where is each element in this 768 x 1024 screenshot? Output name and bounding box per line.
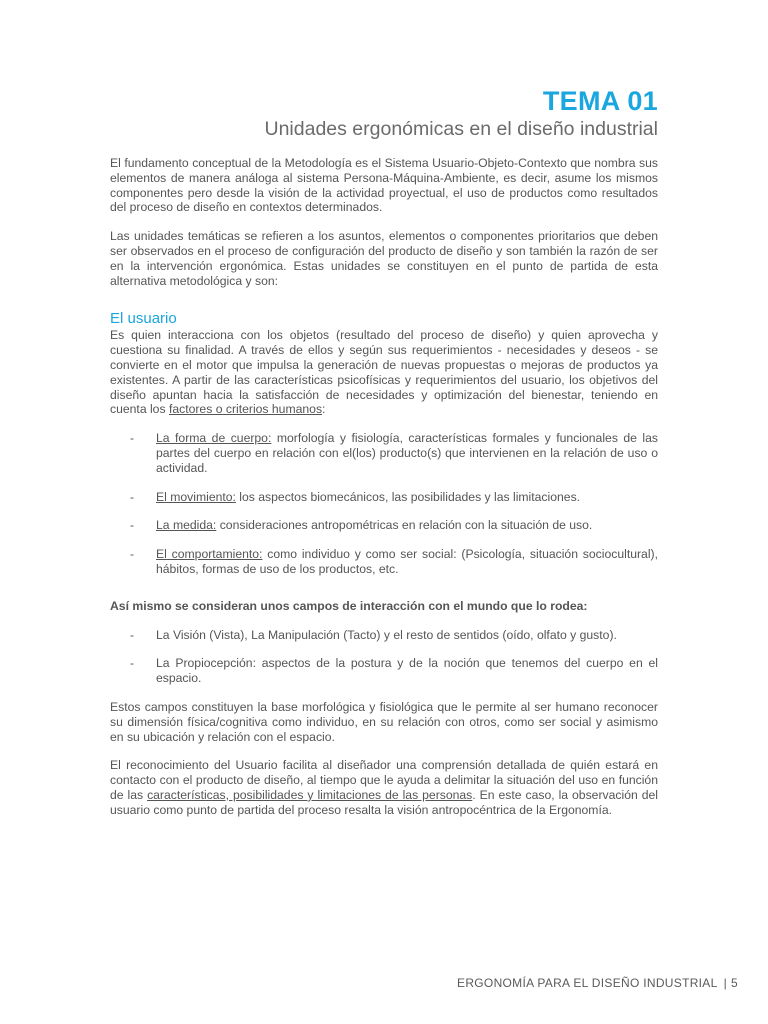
page-subtitle: Unidades ergonómicas en el diseño industrial [264,118,658,140]
usuario-paragraph-1: Es quien interacciona con los objetos (resultado del proceso de diseño) y quien aprovecha y cuestiona su finalidad. A través de ellos y según sus requerimientos - necesidades y deseos - se convierte en el motor que impulsa la generación de nuevas propuestas o mejoras de productos ya existentes. A partir de las características psicofísicas y requerimientos del usuario, los objetivos del diseño apuntan hacia la satisfacción de necesidades y optimización del bienestar, teniendo en cuenta los factores o criterios humanos: [110,328,658,417]
dash-bullet: - [130,656,135,671]
people-characteristics-link: características, posibilidades y limitaciones de las personas [147,787,473,802]
usuario-paragraph-3: El reconocimiento del Usuario facilita al diseñador una comprensión detallada de quién estará en contacto con el producto de diseño, al tiempo que le ayuda a delimitar la situación del uso en función de las características, posibilidades y limitaciones de las personas. En este caso, la observación del usuario como punto de partida del proceso resalta la visión antropocéntrica de la Ergonomía. [110,758,658,817]
dash-bullet: - [130,518,135,533]
footer-title: ERGONOMÍA PARA EL DISEÑO INDUSTRIAL [457,976,718,990]
dash-bullet: - [130,627,135,642]
topic-number: TEMA 01 [542,86,658,116]
human-factors-link: factores o criterios humanos [168,402,323,417]
list-item: - La Visión (Vista), La Manipulación (Tacto) y el resto de sentidos (oído, olfato y gusto). [130,627,617,642]
body-content [110,156,658,818]
dash-bullet: - [130,547,135,562]
page-footer [457,976,738,990]
interaction-fields-list [110,628,658,686]
intro-paragraph-1: El fundamento conceptual de la Metodología es el Sistema Usuario-Objeto-Contexto que nombra sus elementos de manera análoga al sistema Persona-Máquina-Ambiente, es decir, asume los mismos componentes pero desde la visión de la actividad proyectual, el uso de productos como resultados del proceso de diseño en contextos determinados. [110,156,658,215]
dash-bullet: - [130,489,135,504]
page-number: 5 [731,976,738,990]
list-item: - La forma de cuerpo: morfología y fisiología, características formales y funcionales de las partes del cuerpo en relación con el(los) producto(s) que intervienen en la relación de uso o actividad. [130,431,659,475]
list-item: - La Propiocepción: aspectos de la postura y de la noción que tenemos del cuerpo en el espacio. [130,656,658,686]
intro-paragraph-2: Las unidades temáticas se refieren a los asuntos, elementos o componentes prioritarios que deben ser observados en el proceso de configuración del producto de diseño y son también la razón de ser en la intervención ergonómica. Estas unidades se constituyen en el punto de partida de esta alternativa metodológica y son: [110,229,658,288]
footer-separator: | [723,976,728,990]
interaction-fields-heading: Así mismo se consideran unos campos de interacción con el mundo que lo rodea: [110,598,588,613]
usuario-paragraph-2: Estos campos constituyen la base morfológica y fisiológica que le permite al ser humano reconocer su dimensión física/cognitiva como individuo, en su relación con otros, como ser social y asimismo en su ubicación y relación con el espacio. [110,699,658,744]
factors-list [110,431,658,577]
list-item: - La medida: consideraciones antropométricas en relación con la situación de uso. [130,518,593,533]
section-title-usuario: El usuario [110,310,177,328]
dash-bullet: - [130,431,135,446]
list-item: - El comportamiento: como individuo y como ser social: (Psicología, situación sociocultural), hábitos, formas de uso de los productos, etc. [130,547,658,576]
list-item: - El movimiento: los aspectos biomecánicos, las posibilidades y las limitaciones. [130,489,581,504]
